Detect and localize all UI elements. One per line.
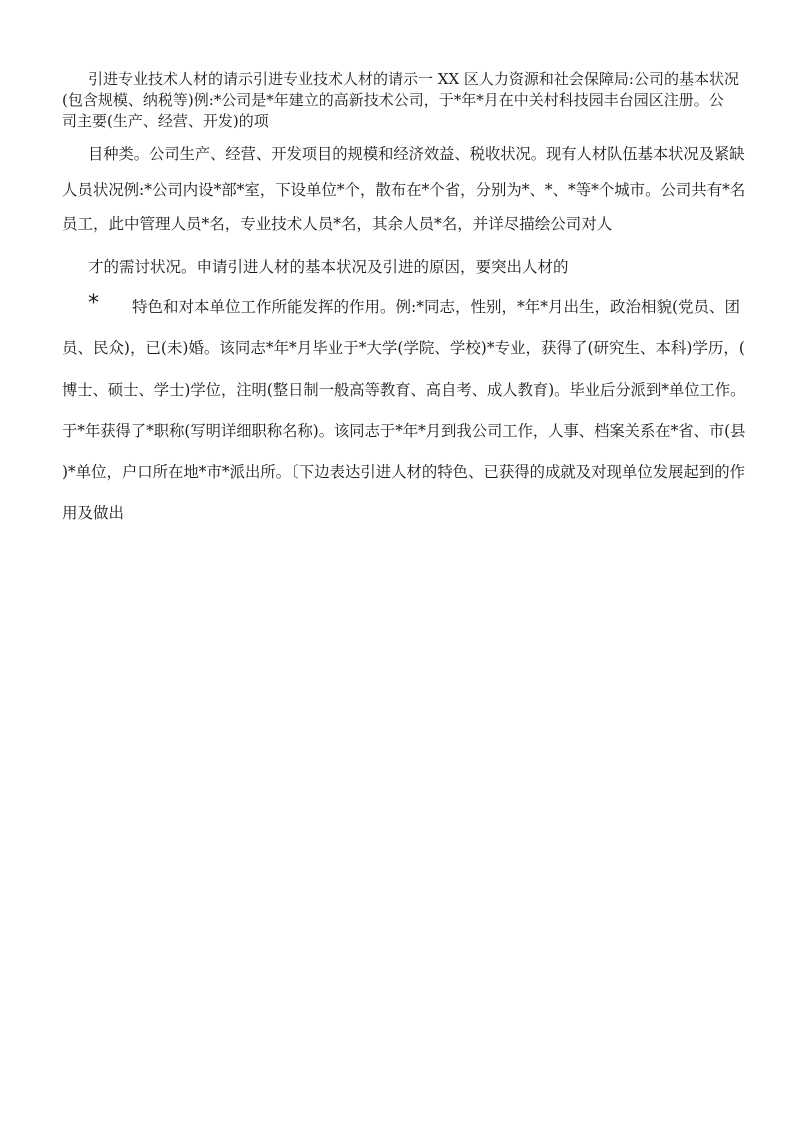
text-line: 于*年获得了*职称(写明详细职称名称)。该同志于*年*月到我公司工作，人事、档案关系在*省、市(县 <box>62 422 746 440</box>
text-line: )*单位，户口所在地*市*派出所。〔下边表达引进人材的特色、已获得的成就及对现单位发展起到的作 <box>62 463 746 481</box>
text-line: 才的需讨状况。申请引进人材的基本状况及引进的原因，要突出人材的 <box>88 258 569 276</box>
text-line: 员、民众)，已(未)婚。该同志*年*月毕业于*大学(学院、学校)*专业，获得了(研究生、本科)学历，( <box>62 339 745 357</box>
text-line: (包含规模、纳税等)例:*公司是*年建立的高新技术公司，于*年*月在中关村科技园丰台园区注册。公 <box>62 91 724 109</box>
text-line: 特色和对本单位工作所能发挥的作用。例:*同志，性别，*年*月出生，政治相貌(党员、团 <box>132 298 741 316</box>
text-line: 用及做出 <box>62 504 125 522</box>
text-line: 员工，此中管理人员*名，专业技术人员*名，其余人员*名，并详尽描绘公司对人 <box>62 215 613 233</box>
bullet-symbol: * <box>88 291 99 316</box>
text-line: 引进专业技术人材的请示引进专业技术人材的请示一 XX 区人力资源和社会保障局:公司的基本状况 <box>88 70 739 88</box>
text-line: 司主要(生产、经营、开发)的项 <box>62 112 269 130</box>
text-line: 博士、硕士、学士)学位，注明(整日制一般高等教育、高自考、成人教育)。毕业后分派到*单位工作。 <box>62 381 746 399</box>
text-line: 人员状况例:*公司内设*部*室，下设单位*个，散布在*个省，分别为*、*、*等*个城市。公司共有*名 <box>62 181 746 199</box>
text-line: 目种类。公司生产、经营、开发项目的规模和经济效益、税收状况。现有人材队伍基本状况及紧缺 <box>88 145 745 163</box>
